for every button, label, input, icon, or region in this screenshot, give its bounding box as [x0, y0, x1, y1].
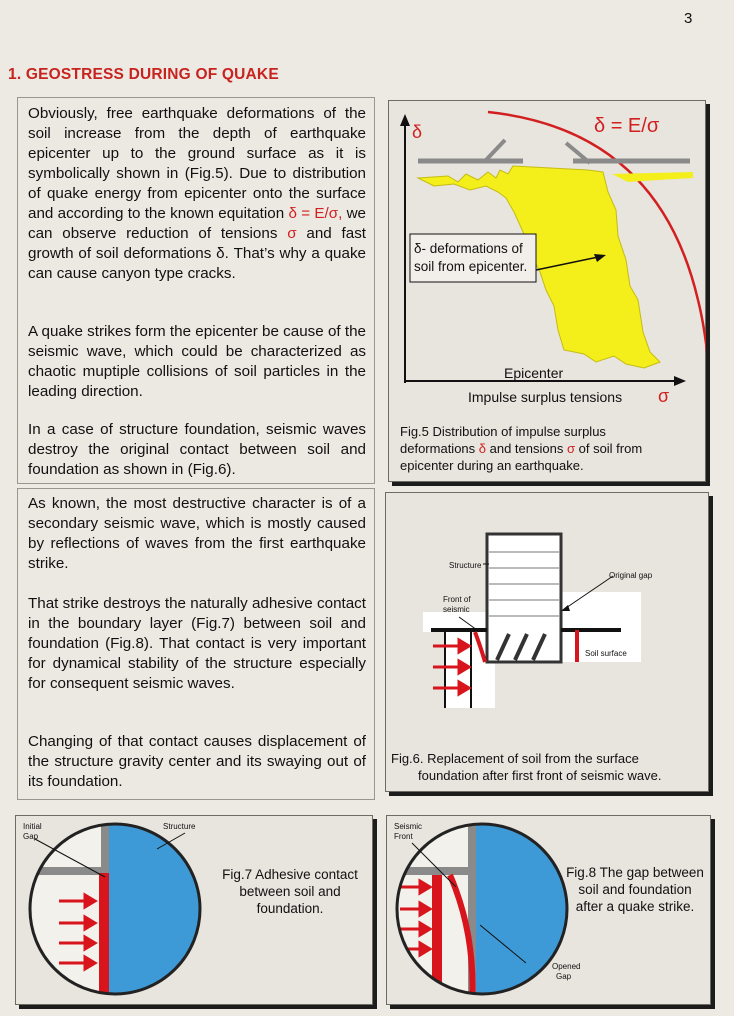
fig8-opened-gap-label-1: Opened: [552, 962, 581, 971]
fig5-callout-line1: δ- deformations of: [414, 241, 523, 256]
page-number: 3: [684, 10, 693, 27]
fig5-formula: δ = E/σ: [594, 115, 660, 137]
fig6-soil-surface-label: Soil surface: [585, 649, 627, 658]
fig6-structure-label: Structure: [449, 561, 482, 570]
fig5-delta-axis-label: δ: [412, 122, 423, 142]
paragraph-1-1: Obviously, free earthquake deformations of the soil increase from the depth of earthquake epicenter up to the ground surface as it is symbolically shown in (Fig.5). Due to distribution of quake energy from epicenter onto the surface and according to the known equitation δ = E/σ, we can observe reduction of tensions σ and fast growth of soil deformations δ. That’s why a quake can cause canyon type cracks.: [28, 105, 367, 282]
fig5-x-axis-label: Impulse surplus tensions: [468, 389, 623, 405]
paragraph-2-3: Changing of that contact causes displacement of the structure gravity center and its swaying out of its foundation.: [28, 733, 366, 790]
fig8-seismic-front-label-2: Front: [394, 832, 413, 841]
paragraph-2-1: As known, the most destructive character is of a secondary seismic wave, which is mostly caused by reflections of waves from the first earthquake strike.: [28, 495, 366, 572]
paragraph-1-3: In a case of structure foundation, seismic waves destroy the original contact between soil and foundation as shown in (Fig.6).: [28, 421, 366, 478]
fig5-epicenter-label: Epicenter: [504, 365, 564, 381]
fig6-front-label-2: seismic: [443, 605, 470, 614]
fig8-diagram: [386, 815, 586, 1005]
fig5-diagram: [388, 100, 706, 410]
fig5-sigma-axis-label: σ: [658, 386, 670, 406]
fig8-opened-gap-label-2: Gap: [556, 972, 572, 981]
fig5-caption: Fig.5 Distribution of impulse surplus deformations δ and tensions σ of soil from epicenter during an earthquake.: [400, 424, 643, 473]
formula-inline: δ = E/σ,: [288, 205, 343, 222]
fig7-caption: Fig.7 Adhesive contact between soil and foundation.: [222, 867, 358, 916]
fig6-caption: Fig.6. Replacement of soil from the surface foundation after first front of seismic wave.: [391, 751, 662, 783]
fig7-initial-gap-label-1: Initial: [23, 822, 42, 831]
fig5-callout-line2: soil from epicenter.: [414, 259, 528, 274]
fig6-front-label-1: Front of: [443, 595, 471, 604]
fig8-caption: Fig.8 The gap between soil and foundation after a quake strike.: [566, 865, 704, 914]
sigma-inline: σ: [287, 225, 297, 242]
section-heading: 1. GEOSTRESS DURING OF QUAKE: [8, 66, 279, 83]
fig8-seismic-front-label-1: Seismic: [394, 822, 423, 831]
fig6-diagram: [385, 492, 709, 722]
paragraph-2-2: That strike destroys the naturally adhesive contact in the boundary layer (Fig.7) between soil and foundation (Fig.8). That contact is very important for dynamical stability of the structure especially for consequent seismic waves.: [28, 595, 366, 692]
fig7-structure-label: Structure: [163, 822, 196, 831]
fig6-original-gap-label: Original gap: [609, 571, 653, 580]
fig7-initial-gap-label-2: Gap: [23, 832, 39, 841]
paragraph-1-2: A quake strikes form the epicenter be cause of the seismic wave, which could be characterized as chaotic muptiple collisions of soil particles in the leading direction.: [28, 323, 366, 400]
fig7-diagram: [15, 815, 215, 1005]
